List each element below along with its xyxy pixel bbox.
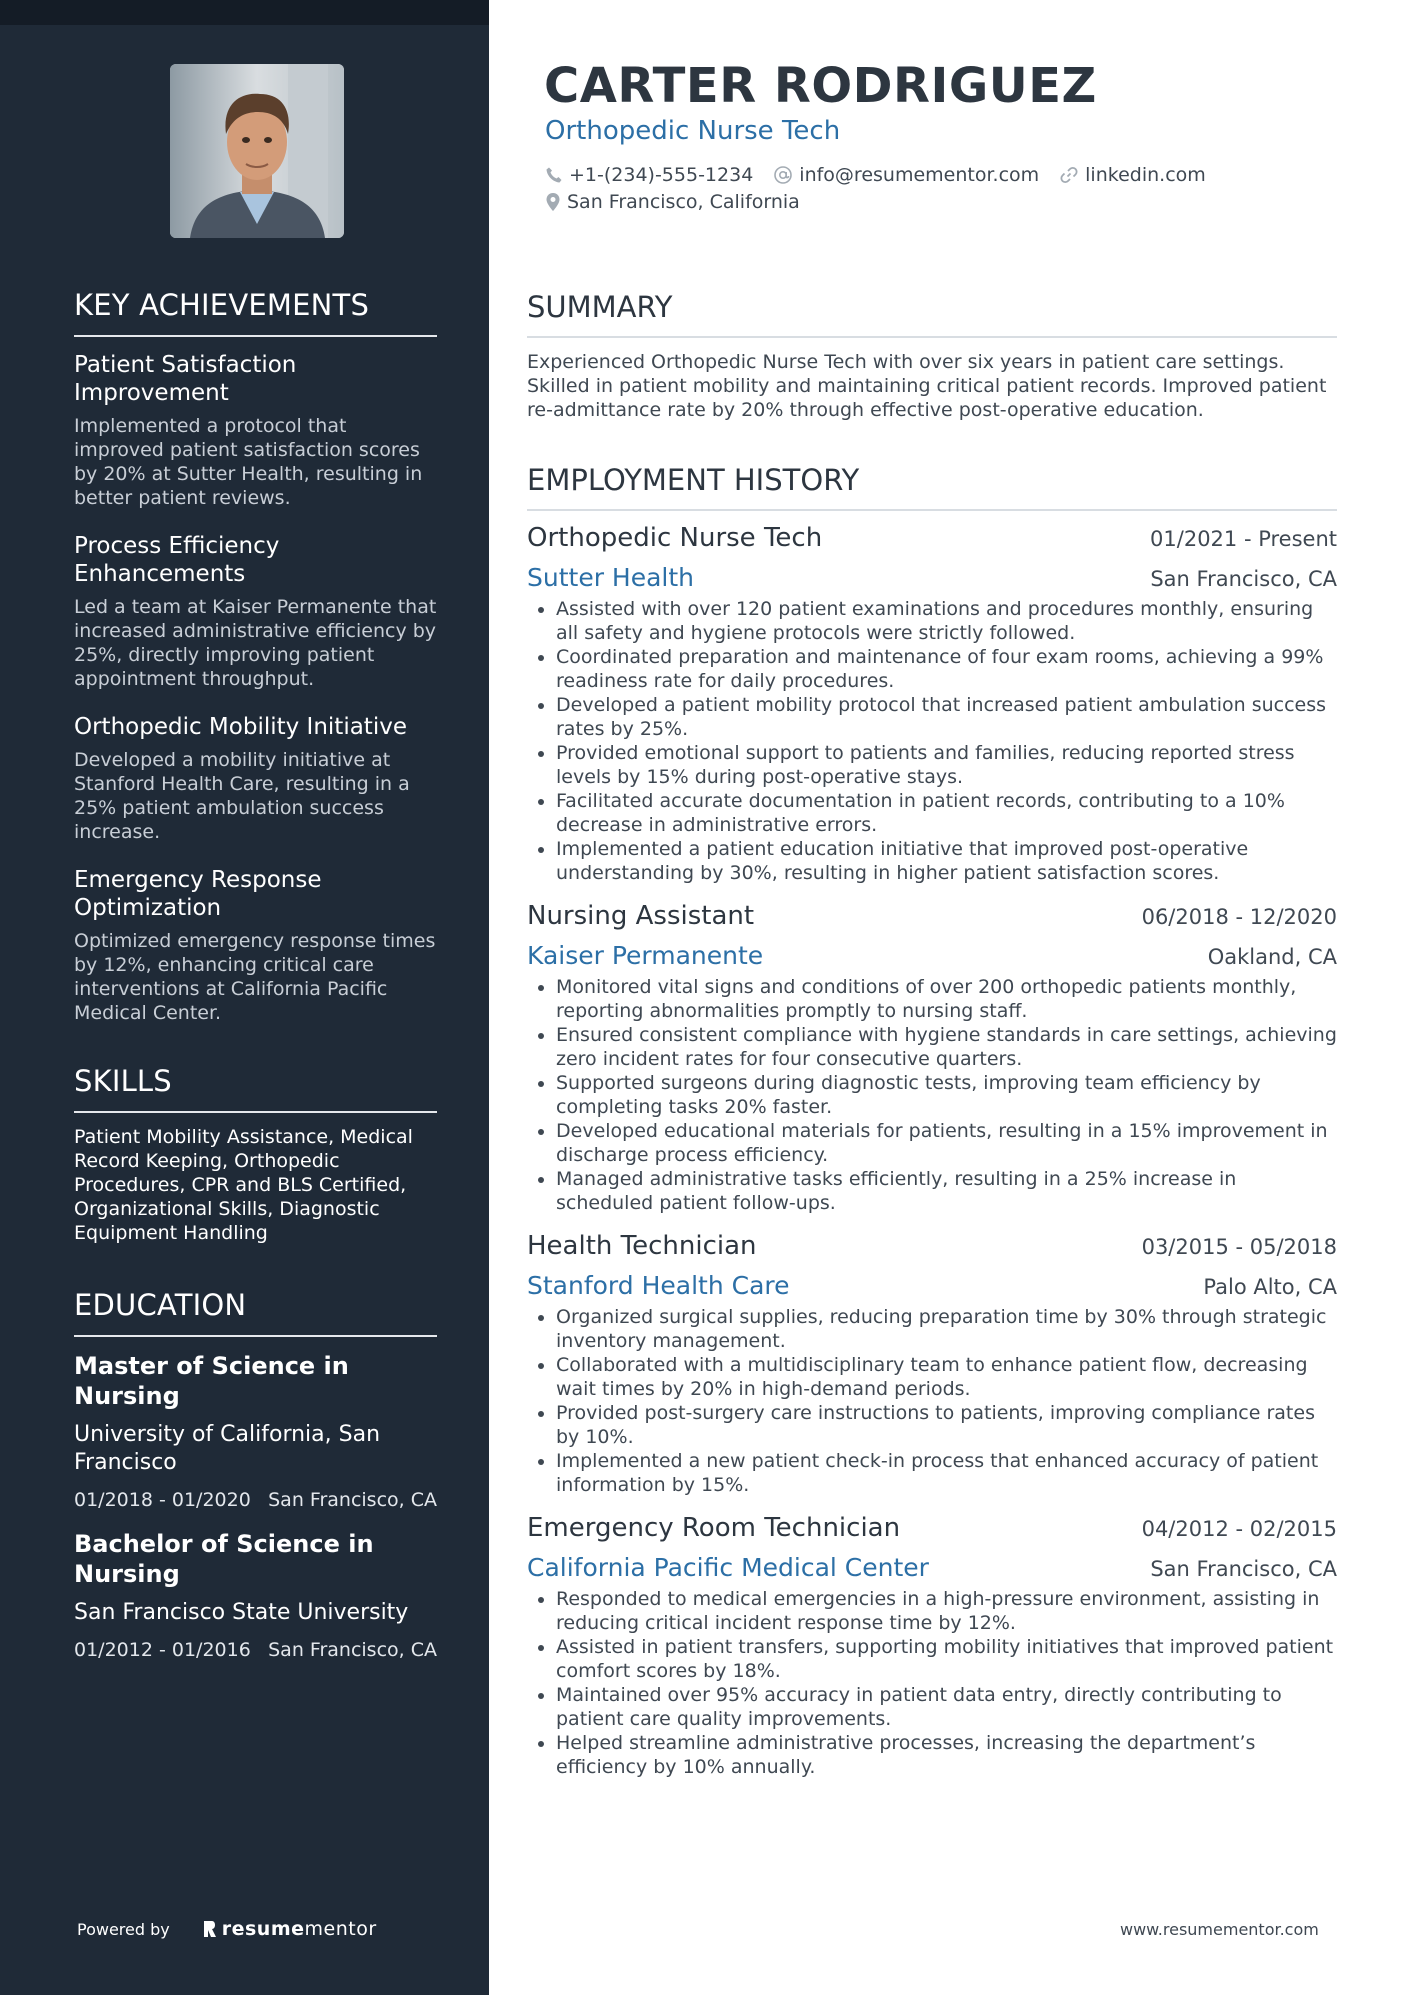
job-bullet: • Assisted in patient transfers, supporting mobility initiatives that improved patient comfort scores by 18%.	[556, 1635, 1337, 1683]
job-bullet: • Assisted with over 120 patient examinations and procedures monthly, ensuring all safety and hygiene protocols were strictly followed.	[556, 597, 1337, 645]
brand-logo[interactable]	[202, 1918, 377, 1940]
job-location: Oakland, CA	[1207, 945, 1337, 969]
profile-photo	[170, 64, 344, 238]
summary-heading: SUMMARY	[527, 290, 1337, 338]
candidate-name: CARTER RODRIGUEZ	[544, 58, 1097, 114]
linkedin-text: linkedin.com	[1085, 164, 1206, 186]
education-location: San Francisco, CA	[268, 1639, 437, 1661]
powered-by-label: Powered by	[77, 1919, 170, 1939]
brand-text-bold: resume	[221, 1918, 305, 1940]
education-dates: 01/2012 - 01/2016	[74, 1639, 251, 1661]
brand-text-rest: mentor	[304, 1918, 377, 1940]
education-degree: Master of Science in Nursing	[74, 1352, 349, 1410]
job-company: California Pacific Medical Center	[527, 1553, 929, 1582]
job-dates: 04/2012 - 02/2015	[1141, 1517, 1337, 1541]
job-bullet: • Managed administrative tasks efficiently, resulting in a 25% increase in scheduled patient follow-ups.	[556, 1167, 1337, 1215]
job-location: Palo Alto, CA	[1203, 1275, 1337, 1299]
education-heading: EDUCATION	[74, 1288, 437, 1337]
job-bullet: • Organized surgical supplies, reducing preparation time by 30% through strategic inventory management.	[556, 1305, 1337, 1353]
employment-section	[527, 463, 1337, 1779]
job-bullet: • Helped streamline administrative processes, increasing the department’s efficiency by 10% annually.	[556, 1731, 1337, 1779]
job-title: Nursing Assistant	[527, 901, 755, 931]
job-bullet: • Coordinated preparation and maintenance of four exam rooms, achieving a 99% readiness rate for daily procedures.	[556, 645, 1337, 693]
job-company: Kaiser Permanente	[527, 941, 764, 970]
job-bullet: • Supported surgeons during diagnostic tests, improving team efficiency by completing tasks 20% faster.	[556, 1071, 1337, 1119]
education-meta	[74, 1639, 437, 1661]
job-bullets	[527, 1587, 1337, 1779]
job-dates: 01/2021 - Present	[1150, 527, 1337, 551]
job-dates: 06/2018 - 12/2020	[1141, 905, 1337, 929]
education-item	[74, 1351, 437, 1511]
education-degree: Bachelor of Science in Nursing	[74, 1530, 374, 1588]
map-pin-icon	[545, 192, 561, 212]
skills-list: Patient Mobility Assistance, Medical Record Keeping, Orthopedic Procedures, CPR and BLS Certified, Organizational Skills, Diagnostic Equipment Handling	[74, 1126, 413, 1244]
job-bullets	[527, 975, 1337, 1215]
education-meta	[74, 1489, 437, 1511]
phone-text: +1-(234)-555-1234	[569, 164, 754, 186]
contact-phone[interactable]	[545, 164, 753, 186]
job-bullet: • Provided emotional support to patients and families, reducing reported stress levels by 15% during post-operative stays.	[556, 741, 1337, 789]
sidebar	[0, 0, 489, 1995]
job-company: Sutter Health	[527, 563, 695, 592]
job-title: Orthopedic Nurse Tech	[527, 523, 823, 553]
achievement-title: Orthopedic Mobility Initiative	[74, 714, 407, 740]
job-bullet: • Ensured consistent compliance with hygiene standards in care settings, achieving zero incident rates for four consecutive quarters.	[556, 1023, 1337, 1071]
at-sign-icon	[773, 165, 793, 185]
job-entry	[527, 1231, 1337, 1497]
job-bullet: • Provided post-surgery care instructions to patients, improving compliance rates by 10%.	[556, 1401, 1337, 1449]
job-entry	[527, 1513, 1337, 1779]
brand-mark-icon	[202, 1919, 218, 1939]
education-item	[74, 1529, 437, 1661]
summary-section	[527, 290, 1337, 422]
job-entry	[527, 901, 1337, 1215]
achievement-title: Patient Satisfaction Improvement	[74, 352, 297, 406]
job-bullet: • Maintained over 95% accuracy in patient data entry, directly contributing to patient care quality improvements.	[556, 1683, 1337, 1731]
sidebar-top-bar	[0, 0, 489, 25]
powered-by	[77, 1918, 377, 1940]
summary-text: Experienced Orthopedic Nurse Tech with over six years in patient care settings. Skilled in patient mobility and maintaining critical patient records. Improved patient re-admittance rate by 20% through effective post-operative education.	[527, 351, 1327, 421]
skills-heading: SKILLS	[74, 1064, 437, 1113]
contact-row	[545, 164, 1325, 186]
job-title: Emergency Room Technician	[527, 1513, 901, 1543]
job-bullet: • Implemented a new patient check-in process that enhanced accuracy of patient information by 15%.	[556, 1449, 1337, 1497]
job-dates: 03/2015 - 05/2018	[1141, 1235, 1337, 1259]
job-bullets	[527, 1305, 1337, 1497]
achievement-item	[74, 713, 437, 844]
achievement-text: Led a team at Kaiser Permanente that increased administrative efficiency by 25%, directly improving patient appointment throughput.	[74, 596, 437, 690]
contact-linkedin[interactable]	[1059, 164, 1206, 186]
education-school: University of California, San Francisco	[74, 1422, 381, 1475]
job-bullet: • Responded to medical emergencies in a high-pressure environment, assisting in reducing critical incident response time by 12%.	[556, 1587, 1337, 1635]
education-school: San Francisco State University	[74, 1600, 409, 1625]
job-bullet: • Monitored vital signs and conditions of over 200 orthopedic patients monthly, reporting abnormalities promptly to nursing staff.	[556, 975, 1337, 1023]
job-bullet: • Implemented a patient education initiative that improved post-operative understanding by 30%, resulting in higher patient satisfaction scores.	[556, 837, 1337, 885]
job-bullet: • Facilitated accurate documentation in patient records, contributing to a 10% decrease in administrative errors.	[556, 789, 1337, 837]
footer-website-link[interactable]: www.resumementor.com	[1120, 1920, 1319, 1939]
education-section	[74, 1288, 437, 1661]
achievement-text: Optimized emergency response times by 12%, enhancing critical care interventions at California Pacific Medical Center.	[74, 930, 436, 1024]
phone-icon	[545, 166, 563, 184]
achievement-title: Emergency Response Optimization	[74, 867, 322, 921]
portrait-image	[170, 64, 344, 238]
job-bullet: • Developed a patient mobility protocol that increased patient ambulation success rates by 25%.	[556, 693, 1337, 741]
email-text: info@resumementor.com	[799, 164, 1040, 186]
achievement-item	[74, 532, 437, 691]
education-location: San Francisco, CA	[268, 1489, 437, 1511]
achievements-section	[74, 288, 437, 1025]
achievement-title: Process Efficiency Enhancements	[74, 533, 280, 587]
candidate-title: Orthopedic Nurse Tech	[545, 116, 841, 146]
job-bullet: • Collaborated with a multidisciplinary team to enhance patient flow, decreasing wait times by 20% in high-demand periods.	[556, 1353, 1337, 1401]
link-icon	[1059, 165, 1079, 185]
job-bullet: • Developed educational materials for patients, resulting in a 15% improvement in discharge process efficiency.	[556, 1119, 1337, 1167]
job-entry	[527, 523, 1337, 885]
skills-section	[74, 1064, 437, 1245]
achievement-text: Implemented a protocol that improved patient satisfaction scores by 20% at Sutter Health, resulting in better patient reviews.	[74, 415, 423, 509]
achievements-heading: KEY ACHIEVEMENTS	[74, 288, 437, 337]
achievement-item	[74, 866, 437, 1025]
employment-heading: EMPLOYMENT HISTORY	[527, 463, 1337, 511]
job-location: San Francisco, CA	[1150, 567, 1337, 591]
contact-email[interactable]	[773, 164, 1039, 186]
achievement-item	[74, 351, 437, 510]
location-row	[545, 191, 1325, 213]
achievement-text: Developed a mobility initiative at Stanford Health Care, resulting in a 25% patient ambulation success increase.	[74, 749, 410, 843]
location-text: San Francisco, California	[567, 191, 800, 213]
contact-location	[545, 191, 800, 213]
job-location: San Francisco, CA	[1150, 1557, 1337, 1581]
job-title: Health Technician	[527, 1231, 757, 1261]
job-bullets	[527, 597, 1337, 885]
education-dates: 01/2018 - 01/2020	[74, 1489, 251, 1511]
job-company: Stanford Health Care	[527, 1271, 790, 1300]
